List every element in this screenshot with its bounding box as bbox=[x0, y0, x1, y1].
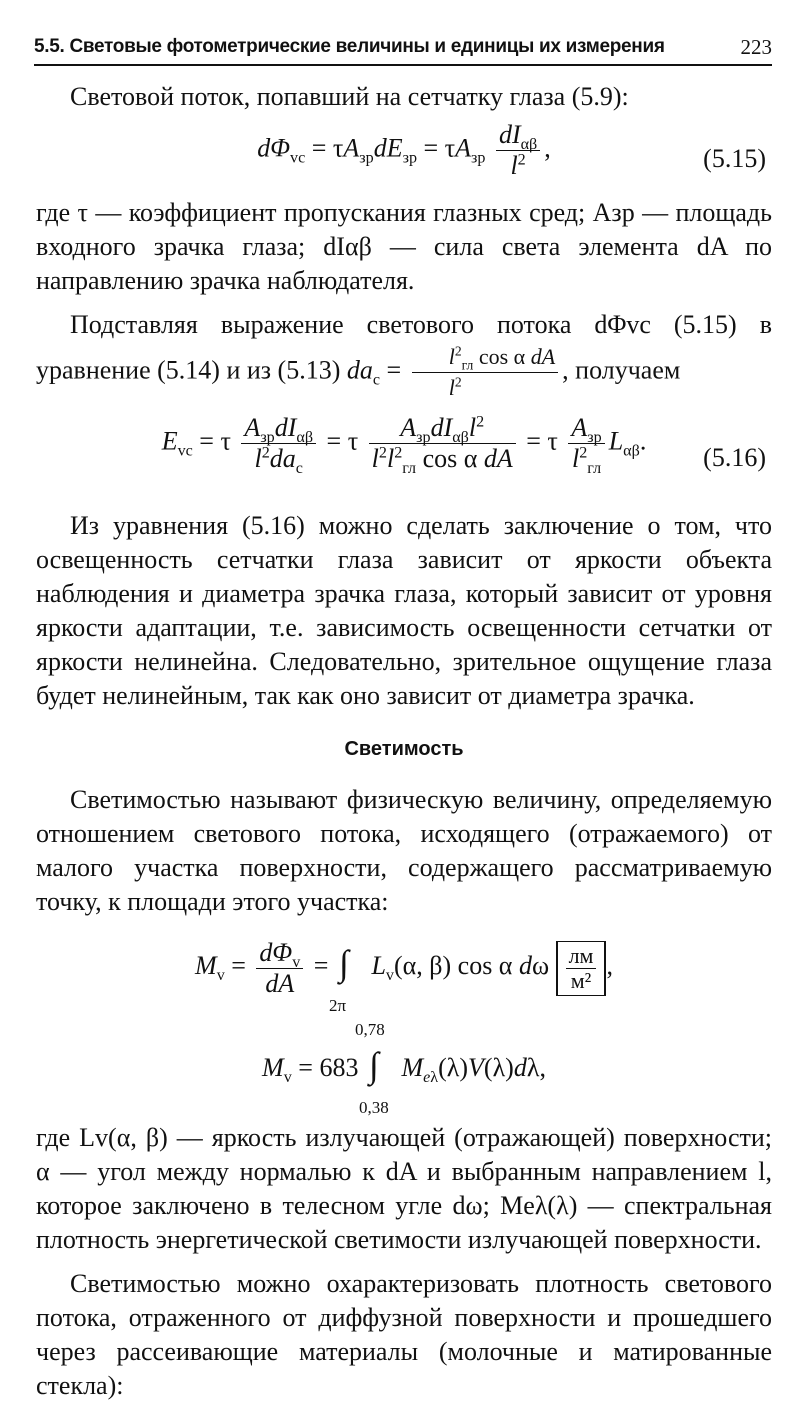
section-title: 5.5. Световые фотометрические величины и единицы их измерения bbox=[34, 36, 665, 57]
page-body bbox=[36, 80, 772, 1403]
equation-5-15 bbox=[36, 120, 772, 196]
equation-5-15-formula: $d\Phi_{vc} = \tau A_{зр}dE_{зр} = \tau A_{зр}$ $\frac{dI_{\alpha\beta}}{l^2}$ , bbox=[257, 120, 551, 180]
paragraph-3-text: Подставляя выражение светового потока dΦvc (5.15) в уравнение (5.14) и из (5.13) bbox=[36, 310, 772, 385]
equation-number: (5.16) bbox=[703, 443, 766, 472]
paragraph-3-tail: , получаем bbox=[562, 355, 681, 385]
paragraph-6: где Lv(α, β) — яркость излучающей (отражающей) поверхности; α — угол между нормалью к dA и выбранным направлением l, которое заключено в телесном угле dω; Meλ(λ) — спектральная плотность энергетической светимости излучающей поверхности. bbox=[36, 1123, 772, 1254]
equation-5-16-formula: $E_{vc} = \tau$ $\frac{A_{зр}dI_{\alpha\beta}}{l^2da_c}$ = τ $\frac{A_{зр}dI_{\alpha\beta}l^2}{l^2l^2_{гл} \cos \alpha dA}$ = τ $\frac{A_{зр}}{l^2_{гл}}$ $L_{\alpha\beta}$. bbox=[161, 413, 647, 478]
equation-mv-formula: $M_v$ = $\frac{d\Phi_v}{dA}$ = ∫ 2π $L_v(\alpha$, β) cos α dω $\frac{лм}{\text{м²}}$ , bbox=[36, 933, 772, 1003]
paragraph-4: Из уравнения (5.16) можно сделать заключение о том, что освещенность сетчатки глаза зависит от яркости объекта наблюдения и диаметра зрачка глаза, который зависит от уровня яркости адаптации, т.е. зависимость освещенности сетчатки от яркости нелинейна. Следовательно, зрительное ощущение глаза будет нелинейным, так как оно зависит от диаметра зрачка. bbox=[36, 511, 772, 710]
paragraph-3: Подставляя выражение светового потока dΦvc (5.15) в уравнение (5.14) и из (5.13) $da_c$ = $\frac{l^2_{гл} \cos \alpha dA}{l^2}$ , получаем bbox=[36, 310, 772, 400]
page-number: 223 bbox=[740, 35, 772, 59]
integral-sign: ∫ 2π bbox=[328, 943, 349, 1015]
equation-5-16 bbox=[36, 413, 772, 505]
equation-luminous-exitance bbox=[36, 933, 772, 1021]
paragraph-1: Световой поток, попавший на сетчатку глаза (5.9): bbox=[70, 82, 629, 111]
equation-mv-spectral bbox=[36, 1020, 772, 1117]
equation-number: (5.15) bbox=[703, 144, 766, 173]
unit-bracket: $\frac{лм}{\text{м²}}$ bbox=[556, 941, 607, 996]
equation-mv-spectral-formula: $M_v = 683$ 0,78 ∫ 0,38 $M_{e\lambda}(\lambda)V(\lambda)d\lambda$, bbox=[262, 1020, 546, 1117]
paragraph-7: Светимостью можно охарактеризовать плотность светового потока, отраженного от диффузной поверхности и прошедшего через рассеивающие материалы (молочные и матированные стекла): bbox=[36, 1269, 772, 1400]
paragraph-5: Светимостью называют физическую величину, определяемую отношением светового потока, исходящего (отражаемого) от малого участка поверхности, содержащего рассматриваемую точку, к площади этого участка: bbox=[36, 785, 772, 916]
paragraph-2: где τ — коэффициент пропускания глазных сред; Aзр — площадь входного зрачка глаза; dIαβ — сила света элемента dA по направлению зрачка наблюдателя. bbox=[36, 198, 772, 295]
integral-sign: 0,78 ∫ 0,38 bbox=[354, 1020, 389, 1117]
section-heading: Светимость bbox=[344, 738, 464, 760]
running-header bbox=[34, 34, 772, 66]
